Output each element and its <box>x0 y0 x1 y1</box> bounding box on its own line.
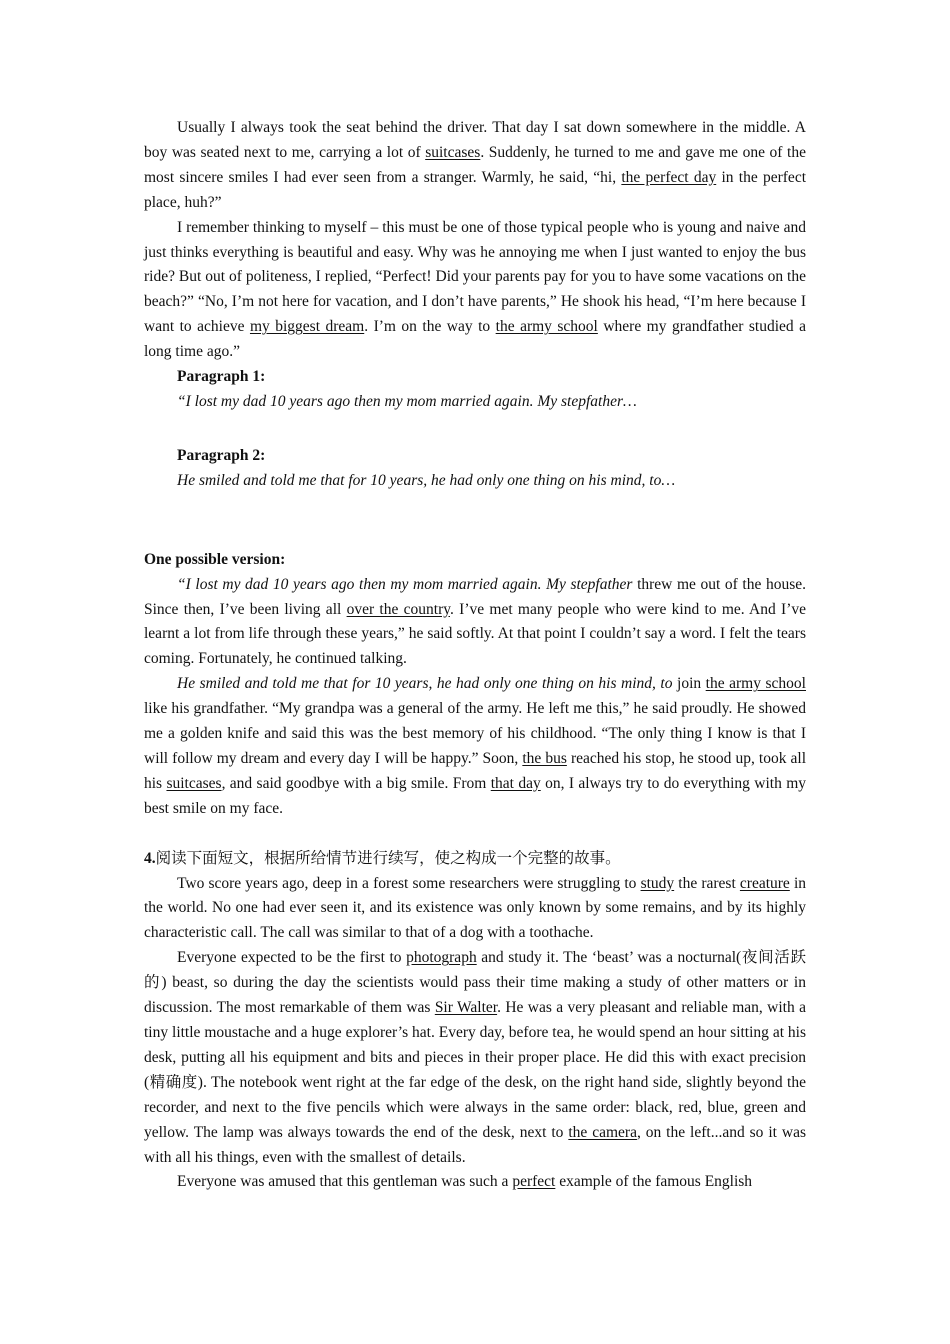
underlined-word: the camera <box>568 1123 637 1141</box>
underlined-word: Sir Walter <box>434 999 498 1017</box>
underlined-word: suitcases <box>425 143 481 161</box>
spacer <box>144 822 806 847</box>
underlined-word: the army school <box>495 318 598 336</box>
underlined-word: study <box>640 874 675 892</box>
paragraph-1-opening: “I lost my dad 10 years ago then my mom married again. My stepfather… <box>177 392 637 410</box>
story-paragraph-1: Usually I always took the seat behind the driver. That day I sat down somewhere in the middle. A boy was seated next to me, carrying a lot of suitcases. Suddenly, he turned to me and gave me one of the most sincere smiles I had ever seen from a stranger. Warmly, he said, “hi, the perfect day in the perfect place, huh?” <box>144 119 806 211</box>
underlined-word: suitcases <box>166 774 222 792</box>
paragraph-1-label: Paragraph 1: <box>177 368 266 386</box>
paragraph-2-label: Paragraph 2: <box>177 446 266 464</box>
underlined-word: that day <box>490 774 541 792</box>
underlined-word: over the country <box>346 600 450 618</box>
paragraph-2-opening: He smiled and told me that for 10 years, he had only one thing on his mind, to… <box>177 471 676 489</box>
underlined-word: perfect <box>512 1173 556 1191</box>
underlined-word: my biggest dream <box>249 318 365 336</box>
q4-paragraph-2: Everyone expected to be the first to photograph and study it. The ‘beast’ was a nocturnal(夜间活跃的) beast, so during the day the scientists would pass their time making a study of other matters or in discussion. The most remarkable of them was Sir Walter. He was a very pleasant and reliable man, with a tiny little moustache and a huge explorer’s hat. Every day, before tea, he would spend an hour sitting at his desk, putting all his equipment and bits and pieces in their proper place. He did this with exact precision (精确度). The notebook went right at the far edge of the desk, on the right hand side, slightly beyond the recorder, and next to the five pencils which were always in the same order: black, red, blue, green and yellow. The lamp was always towards the end of the desk, next to the camera, on the left...and so it was with all his things, even with the smallest of details. <box>144 949 806 1166</box>
spacer <box>144 494 806 548</box>
underlined-word: the perfect day <box>621 168 717 186</box>
version-paragraph-2: He smiled and told me that for 10 years, he had only one thing on his mind, to join the army school like his grandfather. “My grandpa was a general of the army. He left me this,” he said proudly. He showed me a golden knife and said this was the best memory of his childhood. “The only thing I know is that I will follow my dream and every day I will be happy.” Soon, the bus reached his stop, he stood up, took all his suitcases, and said goodbye with a big smile. From that day on, I always try to do everything with my best smile on my face. <box>144 675 807 817</box>
spacer <box>144 415 806 444</box>
question-4-instruction: 4.阅读下面短文，根据所给情节进行续写，使之构成一个完整的故事。 <box>144 849 621 867</box>
document-page <box>144 116 806 1195</box>
underlined-word: photograph <box>406 949 477 967</box>
q4-paragraph-3: Everyone was amused that this gentleman was such a perfect example of the famous English <box>177 1173 753 1191</box>
underlined-word: the bus <box>522 749 567 767</box>
version-heading: One possible version: <box>144 550 286 568</box>
story-paragraph-2: I remember thinking to myself – this must be one of those typical people who is young and naive and just thinks everything is beautiful and easy. Why was he annoying me when I just wanted to enjoy the bus ride? But out of politeness, I replied, “Perfect! Did your parents pay for you to have some vacations on the beach?” “No, I’m not here for vacation, and I don’t have parents,” He shook his head, “I’m here because I want to achieve my biggest dream. I’m on the way to the army school where my grandfather studied a long time ago.” <box>144 218 806 361</box>
question-number: 4. <box>144 849 156 867</box>
version-paragraph-1: “I lost my dad 10 years ago then my mom married again. My stepfather threw me out of the house. Since then, I’ve been living all over the country. I’ve met many people who were kind to me. And I’ve learnt a lot from life through these years,” he said softly. At that point I couldn’t say a word. I felt the tears coming. Fortunately, he continued talking. <box>144 575 806 668</box>
q4-paragraph-1: Two score years ago, deep in a forest some researchers were struggling to study the rarest creature in the world. No one had ever seen it, and its existence was only known by some remains, and by its highly characteristic call. The call was similar to that of a dog with a toothache. <box>144 874 806 942</box>
underlined-word: creature <box>739 874 790 892</box>
underlined-word: the army school <box>705 675 806 693</box>
